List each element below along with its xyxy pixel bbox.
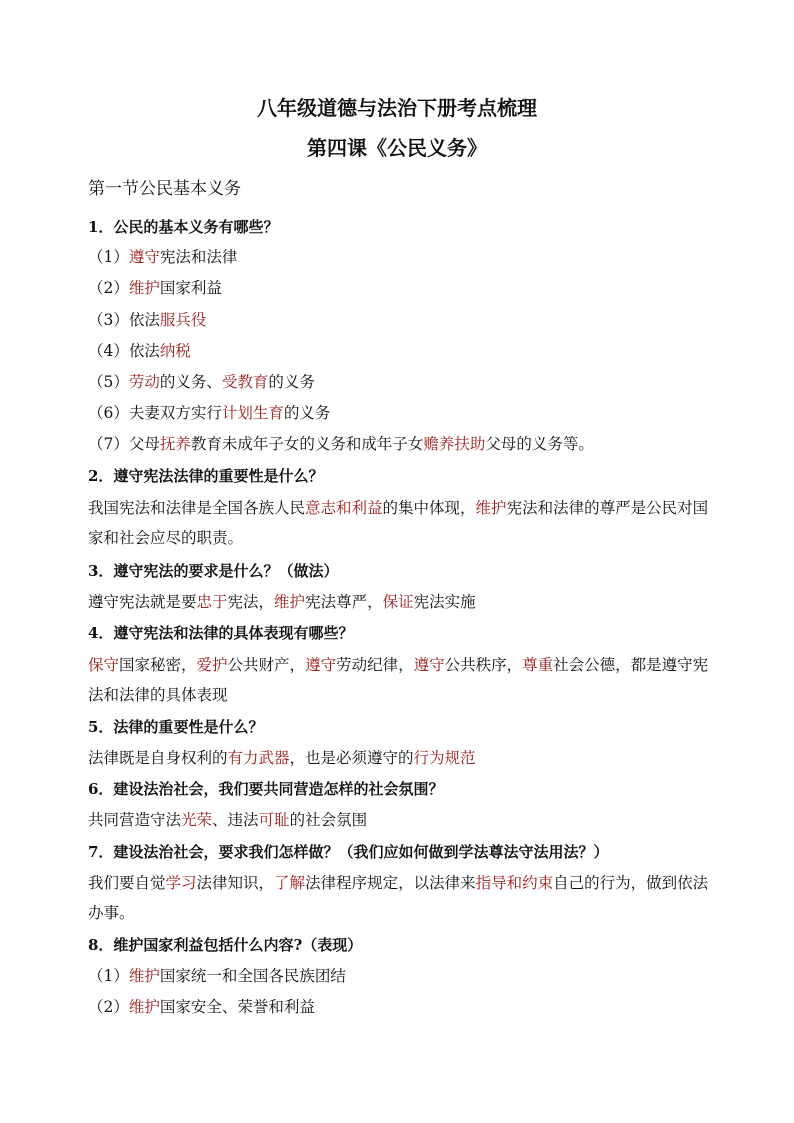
answer-4: 保守国家秘密，爱护公共财产，遵守劳动纪律，遵守公共秩序，尊重社会公德，都是遵守宪法和法律的具体表现	[88, 656, 709, 704]
list-item: （7）父母抚养教育未成年子女的义务和成年子女赡养扶助父母的义务等。	[88, 435, 594, 453]
question-8: 8．维护国家利益包括什么内容?（表现）	[88, 936, 363, 954]
list-item: （2）维护国家利益	[88, 279, 222, 297]
question-6: 6．建设法治社会，我们要共同营造怎样的社会氛围？	[88, 780, 444, 798]
list-item: （1）维护国家统一和全国各民族团结	[88, 967, 346, 985]
answer-5: 法律既是自身权利的有力武器，也是必须遵守的行为规范	[88, 749, 476, 767]
answer-2: 我国宪法和法律是全国各族人民意志和利益的集中体现，维护宪法和法律的尊严是公民对国家和社会应尽的职责。	[88, 499, 709, 547]
list-item: （2）维护国家安全、荣誉和利益	[88, 998, 315, 1016]
list-item: （3）依法服兵役	[88, 311, 207, 329]
question-5: 5．法律的重要性是什么？	[88, 718, 264, 736]
answer-7: 我们要自觉学习法律知识，了解法律程序规定，以法律来指导和约束自己的行为，做到依法办事。	[88, 874, 709, 922]
question-4: 4．遵守宪法和法律的具体表现有哪些？	[88, 624, 354, 642]
question-3: 3．遵守宪法的要求是什么？（做法）	[88, 562, 339, 580]
list-item: （6）夫妻双方实行计划生育的义务	[88, 404, 331, 422]
answer-3: 遵守宪法就是要忠于宪法，维护宪法尊严，保证宪法实施	[88, 593, 476, 611]
list-item: （1）遵守宪法和法律	[88, 248, 238, 266]
question-7: 7．建设法治社会，要求我们怎样做？（我们应如何做到学法尊法守法用法？）	[88, 843, 609, 861]
question-1: 1．公民的基本义务有哪些？	[88, 218, 279, 236]
list-item: （5）劳动的义务、受教育的义务	[88, 373, 315, 391]
section-heading: 第一节公民基本义务	[88, 179, 241, 199]
question-2: 2．遵守宪法法律的重要性是什么？	[88, 467, 324, 485]
answer-6: 共同营造守法光荣、违法可耻的社会氛围	[88, 811, 368, 829]
document-title: 八年级道德与法治下册考点梳理	[257, 96, 537, 120]
list-item: （4）依法纳税	[88, 342, 191, 360]
lesson-title: 第四课《公民义务》	[307, 136, 487, 160]
